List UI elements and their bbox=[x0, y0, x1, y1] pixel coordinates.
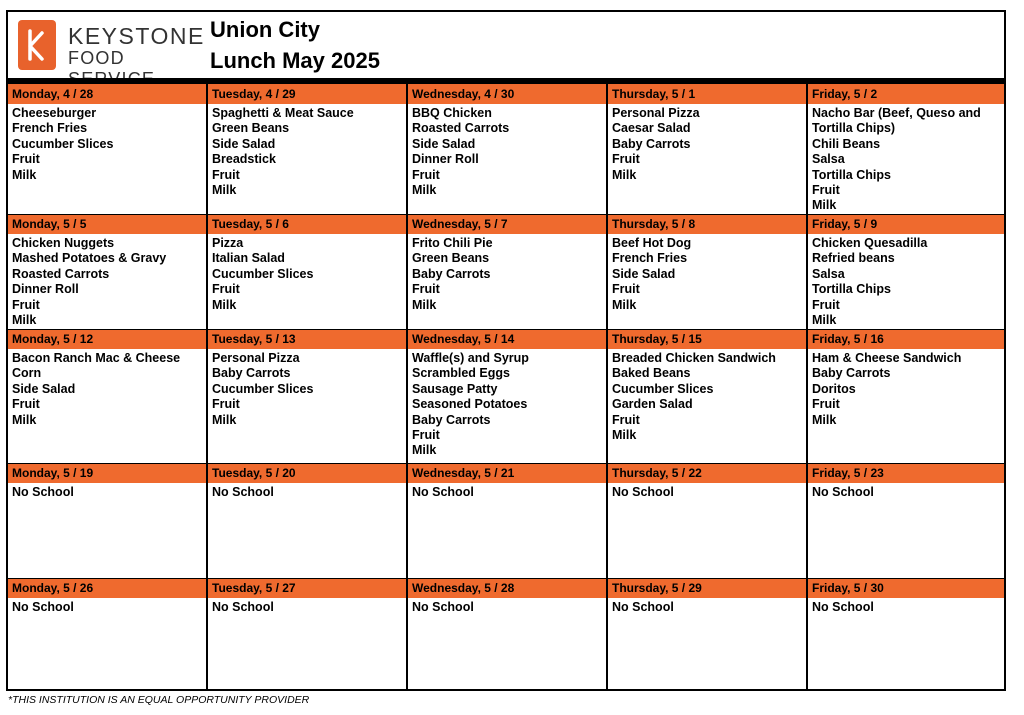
menu-item: Nacho Bar (Beef, Queso and bbox=[812, 106, 981, 120]
menu-item: Fruit bbox=[212, 282, 240, 297]
menu-items bbox=[8, 483, 206, 500]
menu-items bbox=[408, 483, 606, 500]
day-header: Thursday, 5 / 1 bbox=[608, 84, 806, 104]
menu-item: No School bbox=[212, 485, 274, 499]
day-cell bbox=[8, 214, 206, 329]
menu-item: Fruit bbox=[612, 152, 640, 167]
menu-item: Frito Chili Pie bbox=[412, 236, 493, 250]
menu-item: Baby Carrots bbox=[212, 366, 291, 381]
day-cell bbox=[408, 463, 606, 578]
menu-item: Milk bbox=[12, 412, 37, 427]
day-header: Thursday, 5 / 29 bbox=[608, 578, 806, 598]
menu-item: Milk bbox=[412, 443, 437, 458]
menu-item: Seasoned Potatoes bbox=[412, 397, 528, 412]
menu-item: Side Salad bbox=[412, 136, 476, 151]
menu-item: Milk bbox=[412, 183, 437, 198]
menu-items bbox=[208, 234, 406, 313]
day-cell bbox=[808, 214, 1004, 329]
menu-items bbox=[408, 104, 606, 198]
menu-item: Chicken Quesadilla bbox=[812, 236, 928, 250]
day-header: Monday, 4 / 28 bbox=[8, 84, 206, 104]
day-cell bbox=[408, 214, 606, 329]
menu-item: Corn bbox=[12, 366, 42, 381]
menu-item: Milk bbox=[12, 167, 37, 182]
menu-item: Milk bbox=[612, 297, 637, 312]
menu-item: Refried beans bbox=[812, 251, 895, 266]
menu-item: Cucumber Slices bbox=[212, 381, 314, 396]
day-header: Tuesday, 4 / 29 bbox=[208, 84, 406, 104]
menu-item: No School bbox=[612, 600, 674, 614]
menu-items bbox=[8, 234, 206, 328]
menu-item: Beef Hot Dog bbox=[612, 236, 692, 250]
day-cell bbox=[208, 463, 406, 578]
menu-item: Green Beans bbox=[212, 121, 290, 136]
column-divider bbox=[206, 84, 208, 691]
menu-items bbox=[208, 598, 406, 615]
day-header: Friday, 5 / 2 bbox=[808, 84, 1004, 104]
menu-items bbox=[8, 598, 206, 615]
row-divider bbox=[8, 214, 1004, 215]
day-header: Monday, 5 / 5 bbox=[8, 214, 206, 234]
menu-item: Fruit bbox=[12, 297, 40, 312]
column-divider bbox=[806, 84, 808, 691]
menu-item: French Fries bbox=[612, 251, 688, 266]
brand-name: KEYSTONE bbox=[68, 23, 205, 49]
menu-item: Fruit bbox=[212, 167, 240, 182]
day-cell bbox=[808, 84, 1004, 214]
menu-item: Milk bbox=[612, 428, 637, 443]
menu-item: No School bbox=[412, 600, 474, 614]
menu-item: Spaghetti & Meat Sauce bbox=[212, 106, 354, 120]
menu-item: Green Beans bbox=[412, 251, 490, 266]
day-cell bbox=[208, 214, 406, 329]
menu-items bbox=[608, 234, 806, 313]
day-header: Monday, 5 / 19 bbox=[8, 463, 206, 483]
menu-item: Bacon Ranch Mac & Cheese bbox=[12, 351, 181, 365]
menu-item: No School bbox=[812, 485, 874, 499]
menu-items bbox=[608, 104, 806, 183]
menu-items bbox=[608, 349, 806, 443]
menu-frame bbox=[6, 10, 1006, 691]
menu-items bbox=[808, 234, 1004, 328]
brand-subtitle: FOOD bbox=[68, 48, 125, 68]
menu-item: Baby Carrots bbox=[612, 136, 691, 151]
day-header: Thursday, 5 / 15 bbox=[608, 329, 806, 349]
menu-items bbox=[408, 234, 606, 313]
day-header: Tuesday, 5 / 13 bbox=[208, 329, 406, 349]
day-cell bbox=[808, 578, 1004, 691]
menu-item: No School bbox=[612, 485, 674, 499]
menu-item: No School bbox=[12, 600, 74, 614]
menu-item: Salsa bbox=[812, 266, 845, 281]
row-divider bbox=[8, 578, 1004, 579]
menu-items bbox=[208, 349, 406, 428]
day-header: Wednesday, 5 / 7 bbox=[408, 214, 606, 234]
day-header: Tuesday, 5 / 6 bbox=[208, 214, 406, 234]
menu-item: Baby Carrots bbox=[412, 412, 491, 427]
day-cell bbox=[608, 84, 806, 214]
day-header: Friday, 5 / 23 bbox=[808, 463, 1004, 483]
row-divider bbox=[8, 329, 1004, 330]
menu-item: Fruit bbox=[812, 297, 840, 312]
menu-item: Scrambled Eggs bbox=[412, 366, 510, 381]
menu-item: No School bbox=[12, 485, 74, 499]
day-cell bbox=[808, 463, 1004, 578]
day-header: Wednesday, 5 / 14 bbox=[408, 329, 606, 349]
menu-item: Baby Carrots bbox=[412, 266, 491, 281]
menu-item: Fruit bbox=[412, 428, 440, 443]
menu-items bbox=[608, 483, 806, 500]
menu-item: Dinner Roll bbox=[12, 282, 79, 297]
menu-item: Italian Salad bbox=[212, 251, 285, 266]
menu-item: Salsa bbox=[812, 152, 845, 167]
menu-item: Milk bbox=[212, 412, 237, 427]
menu-item: No School bbox=[412, 485, 474, 499]
menu-item: Milk bbox=[612, 167, 637, 182]
menu-item: Side Salad bbox=[212, 136, 276, 151]
day-header: Tuesday, 5 / 27 bbox=[208, 578, 406, 598]
day-header: Tuesday, 5 / 20 bbox=[208, 463, 406, 483]
menu-item: Baby Carrots bbox=[812, 366, 891, 381]
menu-item: Milk bbox=[12, 313, 37, 328]
footer-disclaimer: *THIS INSTITUTION IS AN EQUAL OPPORTUNITY PROVIDER bbox=[8, 694, 310, 706]
menu-items bbox=[808, 483, 1004, 500]
menu-items bbox=[8, 349, 206, 428]
day-cell bbox=[608, 578, 806, 691]
menu-item: Milk bbox=[812, 313, 837, 328]
column-divider bbox=[606, 84, 608, 691]
menu-item: Cheeseburger bbox=[12, 106, 97, 120]
day-cell bbox=[408, 578, 606, 691]
menu-items bbox=[208, 483, 406, 500]
day-cell bbox=[408, 329, 606, 463]
day-header: Monday, 5 / 26 bbox=[8, 578, 206, 598]
day-cell bbox=[408, 84, 606, 214]
menu-item: Breadstick bbox=[212, 152, 276, 167]
day-header: Monday, 5 / 12 bbox=[8, 329, 206, 349]
day-header: Friday, 5 / 16 bbox=[808, 329, 1004, 349]
day-header: Wednesday, 5 / 28 bbox=[408, 578, 606, 598]
menu-item: Garden Salad bbox=[612, 397, 693, 412]
menu-items bbox=[808, 349, 1004, 428]
menu-item: Cucumber Slices bbox=[12, 136, 114, 151]
day-cell bbox=[8, 84, 206, 214]
menu-item: Sausage Patty bbox=[412, 381, 498, 396]
day-header: Wednesday, 5 / 21 bbox=[408, 463, 606, 483]
menu-item: Chili Beans bbox=[812, 136, 881, 151]
menu-item: BBQ Chicken bbox=[412, 106, 492, 120]
day-header: Wednesday, 4 / 30 bbox=[408, 84, 606, 104]
menu-items bbox=[808, 598, 1004, 615]
menu-item: No School bbox=[812, 600, 874, 614]
menu-item: Cucumber Slices bbox=[612, 381, 714, 396]
menu-item: Breaded Chicken Sandwich bbox=[612, 351, 776, 365]
menu-item: Milk bbox=[812, 412, 837, 427]
day-cell bbox=[608, 214, 806, 329]
day-cell bbox=[8, 329, 206, 463]
menu-item: Mashed Potatoes & Gravy bbox=[12, 251, 167, 266]
day-header: Friday, 5 / 9 bbox=[808, 214, 1004, 234]
menu-items bbox=[808, 104, 1004, 214]
week-row bbox=[8, 84, 1004, 214]
menu-item: Fruit bbox=[412, 282, 440, 297]
menu-item: Ham & Cheese Sandwich bbox=[812, 351, 962, 365]
day-cell bbox=[8, 578, 206, 691]
menu-item: Fruit bbox=[812, 183, 840, 198]
menu-item: Roasted Carrots bbox=[12, 266, 110, 281]
menu-item: Baked Beans bbox=[612, 366, 691, 381]
menu-items bbox=[608, 598, 806, 615]
day-cell bbox=[608, 463, 806, 578]
week-row bbox=[8, 329, 1004, 463]
menu-item: Doritos bbox=[812, 381, 856, 396]
day-cell bbox=[808, 329, 1004, 463]
menu-item: Caesar Salad bbox=[612, 121, 691, 136]
menu-item: Milk bbox=[212, 297, 237, 312]
day-header: Thursday, 5 / 8 bbox=[608, 214, 806, 234]
keystone-logo-icon bbox=[18, 20, 56, 70]
menu-item: Personal Pizza bbox=[212, 351, 300, 365]
day-cell bbox=[208, 84, 406, 214]
menu-items bbox=[408, 598, 606, 615]
menu-item: Side Salad bbox=[12, 381, 76, 396]
menu-item: Side Salad bbox=[612, 266, 676, 281]
day-cell bbox=[208, 578, 406, 691]
week-row bbox=[8, 214, 1004, 329]
menu-item: Tortilla Chips) bbox=[812, 121, 896, 136]
week-row bbox=[8, 578, 1004, 691]
menu-title: Lunch May 2025 bbox=[210, 48, 380, 73]
menu-item: Personal Pizza bbox=[612, 106, 700, 120]
menu-item: Chicken Nuggets bbox=[12, 236, 115, 250]
menu-items bbox=[208, 104, 406, 198]
menu-item: Tortilla Chips bbox=[812, 282, 891, 297]
menu-item: Tortilla Chips bbox=[812, 167, 891, 182]
day-cell bbox=[608, 329, 806, 463]
menu-item: Fruit bbox=[412, 167, 440, 182]
menu-item: Fruit bbox=[212, 397, 240, 412]
menu-item: Milk bbox=[212, 183, 237, 198]
menu-item: Fruit bbox=[612, 412, 640, 427]
menu-item: Waffle(s) and Syrup bbox=[412, 351, 529, 365]
row-divider bbox=[8, 463, 1004, 464]
menu-item: No School bbox=[212, 600, 274, 614]
column-divider bbox=[406, 84, 408, 691]
menu-item: Fruit bbox=[12, 152, 40, 167]
day-cell bbox=[8, 463, 206, 578]
menu-item: Cucumber Slices bbox=[212, 266, 314, 281]
day-cell bbox=[208, 329, 406, 463]
menu-items bbox=[408, 349, 606, 459]
menu-item: Fruit bbox=[612, 282, 640, 297]
menu-item: Milk bbox=[812, 198, 837, 213]
district-title: Union City bbox=[210, 17, 320, 42]
header bbox=[8, 12, 1004, 78]
day-header: Friday, 5 / 30 bbox=[808, 578, 1004, 598]
menu-items bbox=[8, 104, 206, 183]
day-header: Thursday, 5 / 22 bbox=[608, 463, 806, 483]
menu-item: Milk bbox=[412, 297, 437, 312]
menu-item: French Fries bbox=[12, 121, 88, 136]
menu-item: Roasted Carrots bbox=[412, 121, 510, 136]
menu-item: Fruit bbox=[12, 397, 40, 412]
week-row bbox=[8, 463, 1004, 578]
keystone-logo bbox=[18, 20, 205, 70]
menu-item: Dinner Roll bbox=[412, 152, 479, 167]
menu-item: Fruit bbox=[812, 397, 840, 412]
menu-item: Pizza bbox=[212, 236, 244, 250]
